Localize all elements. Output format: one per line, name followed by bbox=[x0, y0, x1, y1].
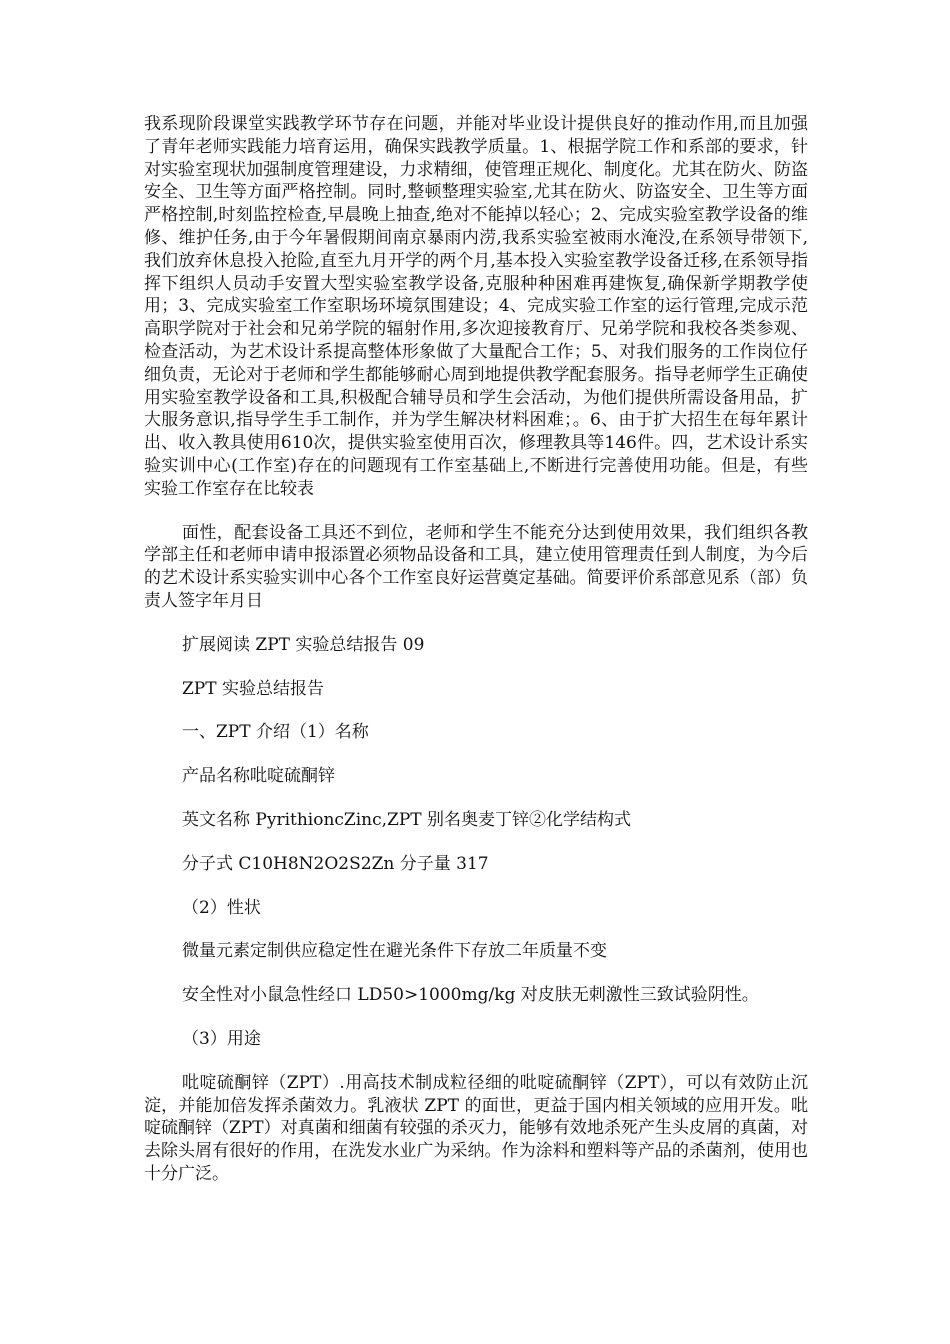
document-body bbox=[144, 113, 808, 1207]
paragraph-product-name: 产品名称吡啶硫酮锌 bbox=[182, 766, 335, 787]
paragraph-stability: 微量元素定制供应稳定性在避光条件下存放二年质量不变 bbox=[182, 941, 607, 962]
paragraph-extended-reading: 扩展阅读 ZPT 实验总结报告 09 bbox=[182, 634, 425, 655]
paragraph-english-name: 英文名称 PyrithioncZinc,ZPT 别名奥麦丁锌②化学结构式 bbox=[182, 809, 632, 830]
paragraph-uses: 吡啶硫酮锌（ZPT）.用高技术制成粒径细的吡啶硫酮锌（ZPT），可以有效防止沉淀，并能加倍发挥杀菌效力。乳液状 ZPT 的面世，更益于国内相关领域的应用开发。吡啶硫酮锌（ZPT）对真菌和细菌有较强的杀灭力，能够有效地杀死产生头皮屑的真菌，对去除头屑有很好的作用，在洗发水业广为采纳。作为涂料和塑料等产品的杀菌剂，使用也十分广泛。 bbox=[144, 1072, 808, 1184]
paragraph-report-title: ZPT 实验总结报告 bbox=[182, 678, 324, 699]
paragraph-molecular-formula: 分子式 C10H8N2O2S2Zn 分子量 317 bbox=[182, 853, 489, 874]
paragraph-uses-heading: （3）用途 bbox=[182, 1028, 261, 1049]
paragraph-section-intro: 一、ZPT 介绍（1）名称 bbox=[182, 722, 369, 743]
paragraph-safety: 安全性对小鼠急性经口 LD50>1000mg/kg 对皮肤无刺激性三致试验阴性。 bbox=[182, 985, 759, 1006]
paragraph-properties-heading: （2）性状 bbox=[182, 897, 261, 918]
paragraph-lab-work-summary: 我系现阶段课堂实践教学环节存在问题，并能对毕业设计提供良好的推动作用,而且加强了青年老师实践能力培育运用，确保实践教学质量。1、根据学院工作和系部的要求，针对实验室现状加强制度管理建设，力求精细，使管理正规化、制度化。尤其在防火、防盗安全、卫生等方面严格控制。同时,整顿整理实验室,尤其在防火、防盗安全、卫生等方面严格控制,时刻监控检查,早晨晚上抽查,绝对不能掉以轻心；2、完成实验室教学设备的维修、维护任务,由于今年暑假期间南京暴雨内涝,我系实验室被雨水淹没,在系领导带领下,我们放弃休息投入抢险,直至九月开学的两个月,基本投入实验室教学设备迁移,在系领导指挥下组织人员动手安置大型实验室教学设备,克服种种困难再建恢复,确保新学期教学使用；3、完成实验室工作室职场环境氛围建设；4、完成实验工作室的运行管理,完成示范高职学院对于社会和兄弟学院的辐射作用,多次迎接教育厅、兄弟学院和我校各类参观、检查活动，为艺术设计系提高整体形象做了大量配合工作；5、对我们服务的工作岗位仔细负责，无论对于老师和学生都能够耐心周到地提供教学配套服务。指导老师学生正确使用实验室教学设备和工具,积极配合辅导员和学生会活动，为他们提供所需设备用品，扩大服务意识,指导学生手工制作，并为学生解决材料困难；。6、由于扩大招生在每年累计出、收入教具使用610次，提供实验室使用百次，修理教具等146件。四，艺术设计系实验实训中心(工作室)存在的问题现有工作室基础上,不断进行完善使用功能。但是，有些实验工作室存在比较表 bbox=[144, 114, 808, 499]
paragraph-lab-issues: 面性，配套设备工具还不到位，老师和学生不能充分达到使用效果，我们组织各教学部主任和老师申请申报添置必须物品设备和工具，建立使用管理责任到人制度，为今后的艺术设计系实验实训中心各个工作室良好运营奠定基础。简要评价系部意见系（部）负责人签字年月日 bbox=[144, 522, 808, 611]
